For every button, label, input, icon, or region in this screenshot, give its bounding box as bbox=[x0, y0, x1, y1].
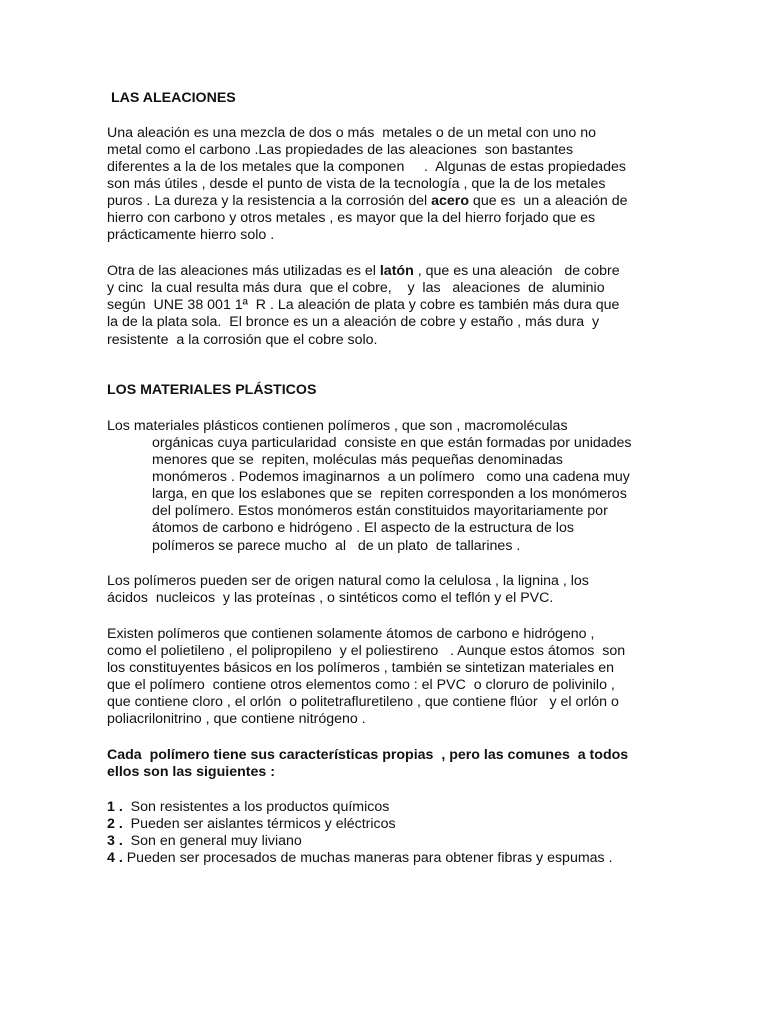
list-item bbox=[107, 816, 396, 832]
text-line bbox=[107, 263, 620, 279]
bold-term-laton: latón bbox=[379, 263, 414, 279]
list-item bbox=[107, 833, 302, 849]
text-line: Una aleación es una mezcla de dos o más metales o de un metal con uno no bbox=[107, 125, 596, 141]
text-line: los constituyentes básicos en los polímeros , también se sintetizan materiales en bbox=[107, 660, 615, 676]
bold-term-acero: acero bbox=[431, 193, 469, 209]
text-line: ácidos nucleicos y las proteínas , o sintéticos como el teflón y el PVC. bbox=[107, 590, 554, 606]
text-line: poliacrilonitrino , que contiene nitrógeno . bbox=[107, 711, 366, 727]
heading-las-aleaciones: LAS ALEACIONES bbox=[107, 90, 236, 106]
list-text: Pueden ser procesados de muchas maneras para obtener fibras y espumas . bbox=[122, 850, 613, 866]
text-line: Existen polímeros que contienen solamente átomos de carbono e hidrógeno , bbox=[107, 626, 595, 642]
list-number: 4 . bbox=[107, 850, 123, 866]
text-line: como el polietileno , el polipropileno y el poliestireno . Aunque estos átomos son bbox=[107, 643, 626, 659]
text-segment: Otra de las aleaciones más utilizadas es el bbox=[107, 263, 380, 279]
text-line: hierro con carbono y otros metales , es mayor que la del hierro forjado que es bbox=[107, 210, 596, 226]
text-line: Cada polímero tiene sus características propias , pero las comunes a todos bbox=[107, 747, 629, 763]
text-line: Los polímeros pueden ser de origen natural como la celulosa , la lignina , los bbox=[107, 573, 589, 589]
text-line: diferentes a la de los metales que la componen . Algunas de estas propiedades bbox=[107, 159, 626, 175]
text-line bbox=[107, 193, 628, 209]
list-item bbox=[107, 850, 613, 866]
text-segment: que es un a aleación de bbox=[468, 193, 628, 209]
text-line: prácticamente hierro solo . bbox=[107, 227, 275, 243]
list-number: 2 . bbox=[107, 816, 123, 832]
text-line: monómeros . Podemos imaginarnos a un polímero como una cadena muy bbox=[152, 469, 630, 485]
list-text: Son en general muy liviano bbox=[122, 833, 302, 849]
list-number: 3 . bbox=[107, 833, 123, 849]
list-item bbox=[107, 799, 389, 815]
text-line: átomos de carbono e hidrógeno . El aspecto de la estructura de los bbox=[152, 520, 574, 536]
text-segment: puros . La dureza y la resistencia a la corrosión del bbox=[107, 193, 432, 209]
text-line: resistente a la corrosión que el cobre solo. bbox=[107, 332, 378, 348]
heading-materiales-plasticos: LOS MATERIALES PLÁSTICOS bbox=[107, 382, 317, 398]
text-line: larga, en que los eslabones que se repiten corresponden a los monómeros bbox=[152, 486, 627, 502]
text-line: la de la plata sola. El bronce es un a aleación de cobre y estaño , más dura y bbox=[107, 314, 600, 330]
text-line: orgánicas cuya particularidad consiste en que están formadas por unidades bbox=[152, 435, 632, 451]
text-line: y cinc la cual resulta más dura que el cobre, y las aleaciones de aluminio bbox=[107, 280, 605, 296]
text-line: según UNE 38 001 1ª R . La aleación de plata y cobre es también más dura que bbox=[107, 297, 620, 313]
list-number: 1 . bbox=[107, 799, 123, 815]
text-line: polímeros se parece mucho al de un plato de tallarines . bbox=[152, 538, 521, 554]
text-line: metal como el carbono .Las propiedades de las aleaciones son bastantes bbox=[107, 142, 574, 158]
text-line: ellos son las siguientes : bbox=[107, 764, 275, 780]
text-line: Los materiales plásticos contienen polímeros , que son , macromoléculas bbox=[107, 418, 568, 434]
text-line: menores que se repiten, moléculas más pequeñas denominadas bbox=[152, 452, 563, 468]
text-line: del polímero. Estos monómeros están constituidos mayoritariamente por bbox=[152, 503, 608, 519]
list-text: Son resistentes a los productos químicos bbox=[122, 799, 390, 815]
list-text: Pueden ser aislantes térmicos y eléctricos bbox=[122, 816, 396, 832]
text-line: son más útiles , desde el punto de vista de la tecnología , que la de los metales bbox=[107, 176, 606, 192]
text-line: que contiene cloro , el orlón o politetrafluretileno , que contiene flúor y el orlón o bbox=[107, 694, 619, 710]
text-segment: , que es una aleación de cobre bbox=[413, 263, 620, 279]
text-line: que el polímero contiene otros elementos como : el PVC o cloruro de polivinilo , bbox=[107, 677, 615, 693]
